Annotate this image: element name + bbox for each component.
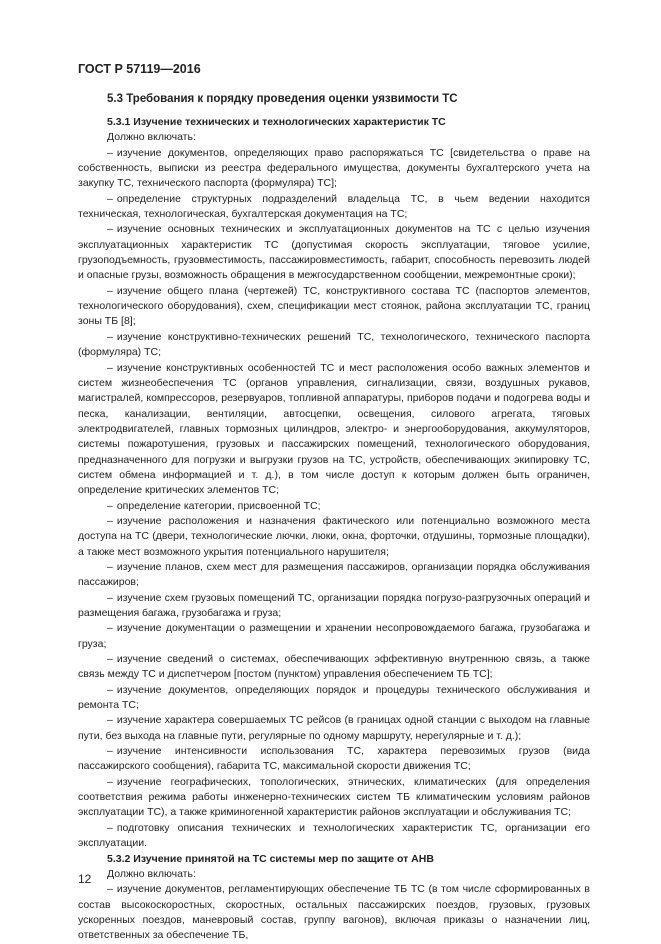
subsection-heading — [78, 115, 590, 130]
list — [78, 882, 590, 943]
subsection-title: Изучение технических и технологических характеристик ТС — [133, 116, 446, 128]
list-item: – изучение документов, определяющих порядок и процедуры технического обслуживания и ремонта ТС; — [78, 683, 590, 712]
list-item: – изучение общего плана (чертежей) ТС, конструктивного состава ТС (паспортов элементов, технологического оборудования), схем, спецификации мест стоянок, района эксплуатации ТС, границ зоны ТБ [8]; — [78, 284, 590, 328]
section-heading — [107, 93, 458, 105]
list-item: – изучение конструктивных особенностей ТС и мест расположения особо важных элементов и систем жизнеобеспечения ТС (органов управления, сигнализации, связи, воздушных рукавов, магистралей, компрессоров, резервуаров, топливной аппаратуры, приборов подачи и подогрева воды и песка, канализации, вентиляции, автосцепки, освещения, силового агрегата, тяговых электродвигателей, главных тормозных цилиндров, электро- и энергооборудования, аккумуляторов, системы пожаротушения, грузовых и пассажирских помещений, технологического оборудования, предназначенного для погрузки и выгрузки грузов на ТС, устройств, обеспечивающих экипировку ТС, систем обмена информацией и т. д.), в том числе доступ к которым должен быть ограничен, определение критических элементов ТС; — [78, 361, 590, 497]
body-text — [78, 115, 590, 944]
list-item: – определение категории, присвоенной ТС; — [107, 499, 321, 512]
list-item: – изучение расположения и назначения фактического или потенциально возможного места доступа на ТС (двери, технологические лючки, люки, окна, форточки, отдушины, тормозные площадки), а также мест возможного укрытия потенциального нарушителя; — [78, 514, 590, 558]
list-item: – изучение документации о размещении и хранении несопровождаемого багажа, грузобагажа и груза; — [78, 622, 590, 650]
list-item: – изучение основных технических и эксплуатационных документов на ТС с целью изучения эксплуатационных характеристик ТС (допустимая скорость эксплуатации, тяговое усилие, грузоподъемность, грузовместимость, пассажировместимость, габарит, способность перевозить людей и опасные грузы, возможность обращения в межгосударственном сообщении, межремонтные сроки); — [78, 223, 590, 282]
page-number: 12 — [78, 872, 92, 886]
list-item: – изучение документов, определяющих право распоряжаться ТС [свидетельства о праве на собственность, выписки из реестра федерального имущества, документы бухгалтерского учета на закупку ТС, технического паспорта (формуляра) ТС]; — [78, 146, 590, 190]
document-header: ГОСТ Р 57119—2016 — [78, 62, 201, 76]
section-number: 5.3 — [107, 93, 123, 105]
list — [78, 146, 590, 852]
list-item: – изучение характера совершаемых ТС рейсов (в границах одной станции с выходом на главные пути, без выхода на главные пути, регулярные по одному маршруту, нерегулярные и т. д.); — [78, 714, 590, 742]
subsection-title: Изучение принятой на ТС системы мер по защите от АНВ — [133, 852, 434, 865]
subsection-number: 5.3.1 — [107, 116, 131, 128]
subsection-number: 5.3.2 — [107, 852, 131, 865]
list-item: – изучение интенсивности использования ТС, характера перевозимых грузов (вида пассажирского сообщения), габарита ТС, максимальной скорости движения ТС; — [78, 745, 590, 773]
section-title: Требования к порядку проведения оценки уязвимости ТС — [126, 93, 458, 105]
list-item: – изучение схем грузовых помещений ТС, организации порядка погрузо-разгрузочных операций и размещения багажа, грузобагажа и груза; — [78, 591, 590, 619]
list-item: – изучение документов, регламентирующих обеспечение ТБ ТС (в том числе сформированных в состав высокоскоростных, скоростных, остальных пассажирских поездов, грузовых, грузовых ускоренных поездов, маневровый состав, группу вагонов), включая приказы о назначении лиц, ответственных за обеспечение ТБ, — [78, 883, 590, 942]
lead-text: Должно включать: — [107, 867, 196, 880]
list-item: – изучение географических, топологических, этнических, климатических (для определения соответствия режима работы инженерно-технических систем ТБ климатическим условиям районов эксплуатации ТС), а также криминогенной характеристик районов эксплуатации и обслуживания ТС; — [78, 775, 590, 819]
subsection-heading — [78, 852, 590, 867]
list-item: – подготовку описания технических и технологических характеристик ТС, организации его эксплуатации. — [78, 821, 590, 850]
lead-text: Должно включать: — [107, 131, 196, 144]
list-item: – определение структурных подразделений владельца ТС, в чьем ведении находится техническая, технологическая, бухгалтерская документация на ТС; — [78, 192, 590, 221]
list-item: – изучение сведений о системах, обеспечивающих эффективную внутреннюю связь, а также связь между ТС и диспетчером [постом (пунктом) управления обеспечением ТБ ТС]; — [78, 653, 590, 681]
list-item: – изучение планов, схем мест для размещения пассажиров, организации порядка обслуживания пассажиров; — [78, 560, 590, 589]
list-item: – изучение конструктивно-технических решений ТС, технологического, технического паспорта (формуляра) ТС; — [78, 330, 590, 359]
